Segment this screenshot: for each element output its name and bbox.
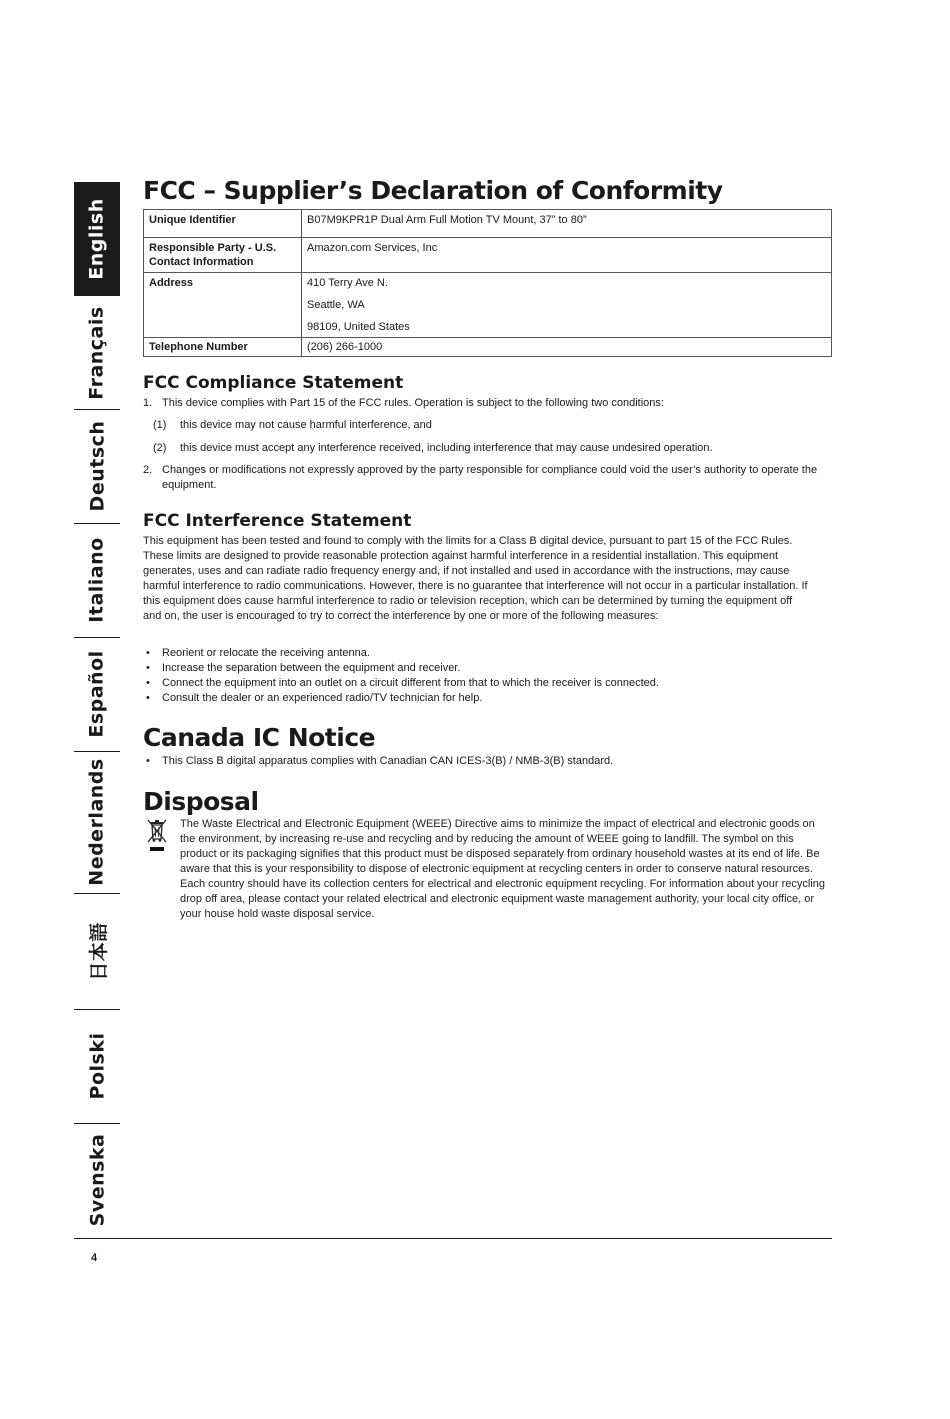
table-value [302, 210, 832, 238]
lang-tab-label: English [86, 198, 108, 280]
bullet-glyph: • [146, 677, 150, 689]
lang-tab-japanese[interactable] [74, 894, 120, 1008]
telephone-value: (206) 266-1000 [307, 341, 383, 353]
lang-tab-label: 日本語 [87, 921, 110, 981]
page-number: 4 [91, 1252, 98, 1264]
lang-tab-label: Deutsch [86, 420, 108, 512]
table-key: Address [144, 273, 302, 338]
table-row [144, 238, 832, 273]
footer-divider [74, 1238, 832, 1239]
lang-tab-espanol[interactable] [74, 638, 120, 750]
declaration-table [143, 209, 832, 357]
lang-tab-label: Nederlands [86, 758, 109, 886]
bullet-glyph: • [146, 692, 150, 704]
address-line: Seattle, WA [307, 299, 365, 311]
weee-crossed-bin-icon [146, 818, 168, 854]
table-key [144, 238, 302, 273]
address-line: 410 Terry Ave N. [307, 277, 388, 289]
responsible-party-key: Responsible Party - U.S. Contact Information [149, 242, 277, 268]
lang-tab-label: Svenska [86, 1133, 108, 1227]
disposal-text: The Waste Electrical and Electronic Equipment (WEEE) Directive aims to minimize the impact of electrical and electronic goods on the environment, by increasing re-use and recycling and by reducing the amount of WEEE going to landfill. The symbol on this product or its packaging signifies that this product must be disposed separately from ordinary household wastes at its end of life. Be aware that this is your responsibility to dispose of electronic equipment at recycling centers in order to conserve natural resources. Each country should have its collection centers for electrical and electronic equipment recycling. For information about your recycling drop off area, please contact your related electrical and electronic equipment waste management authority, your local city office, or your house hold waste disposal service. [180, 818, 826, 920]
bullet-text: This Class B digital apparatus complies with Canadian CAN ICES-3(B) / NMB-3(B) standard. [162, 755, 614, 767]
lang-tab-svenska[interactable] [74, 1124, 120, 1236]
table-key: Unique Identifier [144, 210, 302, 238]
table-row [144, 273, 832, 338]
bullet-glyph: • [146, 755, 150, 767]
bullet-glyph: • [146, 647, 150, 659]
responsible-party-value: Amazon.com Services, Inc [307, 242, 438, 254]
address-line: 98109, United States [307, 321, 410, 333]
item-text: This device complies with Part 15 of the FCC rules. Operation is subject to the following two conditions: [162, 397, 664, 409]
item-number: 1. [143, 397, 153, 409]
item-text: Changes or modifications not expressly approved by the party responsible for compliance could void the user’s authority to operate the equipment. [162, 464, 818, 491]
table-value [302, 273, 832, 338]
lang-tab-label: Français [86, 306, 109, 400]
table-row [144, 210, 832, 238]
bullet-text: Connect the equipment into an outlet on a circuit different from that to which the receiver is connected. [162, 677, 659, 689]
lang-tab-italiano[interactable] [74, 524, 120, 636]
disposal-title: Disposal [143, 787, 259, 816]
lang-tab-label: Polski [86, 1032, 109, 1100]
subitem-number: (1) [153, 419, 167, 431]
interference-paragraph: This equipment has been tested and found to comply with the limits for a Class B digital device, pursuant to part 15 of the FCC Rules. These limits are designed to provide reasonable protection against harmful interference in a residential installation. This equipment generates, uses and can radiate radio frequency energy and, if not installed and used in accordance with the instructions, may cause harmful interference to radio communications. However, there is no guarantee that interference will not occur in a particular installation. If this equipment does cause harmful interference to radio or television reception, which can be determined by turning the equipment off and on, the user is encouraged to try to correct the interference by one or more of the following measures: [143, 535, 808, 622]
fcc-declaration-title: FCC – Supplier’s Declaration of Conformity [143, 176, 723, 205]
bullet-text: Consult the dealer or an experienced radio/TV technician for help. [162, 692, 483, 704]
canada-notice-title: Canada IC Notice [143, 723, 376, 752]
lang-tab-francais[interactable] [74, 298, 120, 408]
table-row [144, 338, 832, 357]
interference-title: FCC Interference Statement [143, 511, 412, 531]
subitem-text: this device may not cause harmful interference, and [180, 419, 432, 431]
item-number: 2. [143, 464, 153, 476]
compliance-title: FCC Compliance Statement [143, 373, 404, 393]
lang-tab-label: Español [86, 650, 108, 738]
subitem-number: (2) [153, 442, 167, 454]
subitem-text: this device must accept any interference received, including interference that may cause undesired operation. [180, 442, 713, 454]
table-value [302, 338, 832, 357]
lang-tab-english[interactable] [74, 182, 120, 296]
table-value [302, 238, 832, 273]
bullet-glyph: • [146, 662, 150, 674]
bullet-text: Increase the separation between the equipment and receiver. [162, 662, 461, 674]
bullet-text: Reorient or relocate the receiving antenna. [162, 647, 370, 659]
unique-identifier-value: B07M9KPR1P Dual Arm Full Motion TV Mount, 37” to 80” [307, 214, 587, 226]
table-key: Telephone Number [144, 338, 302, 357]
lang-tab-label: Italiano [86, 537, 108, 623]
lang-tab-nederlands[interactable] [74, 752, 120, 892]
lang-tab-polski[interactable] [74, 1010, 120, 1122]
lang-tab-deutsch[interactable] [74, 410, 120, 522]
